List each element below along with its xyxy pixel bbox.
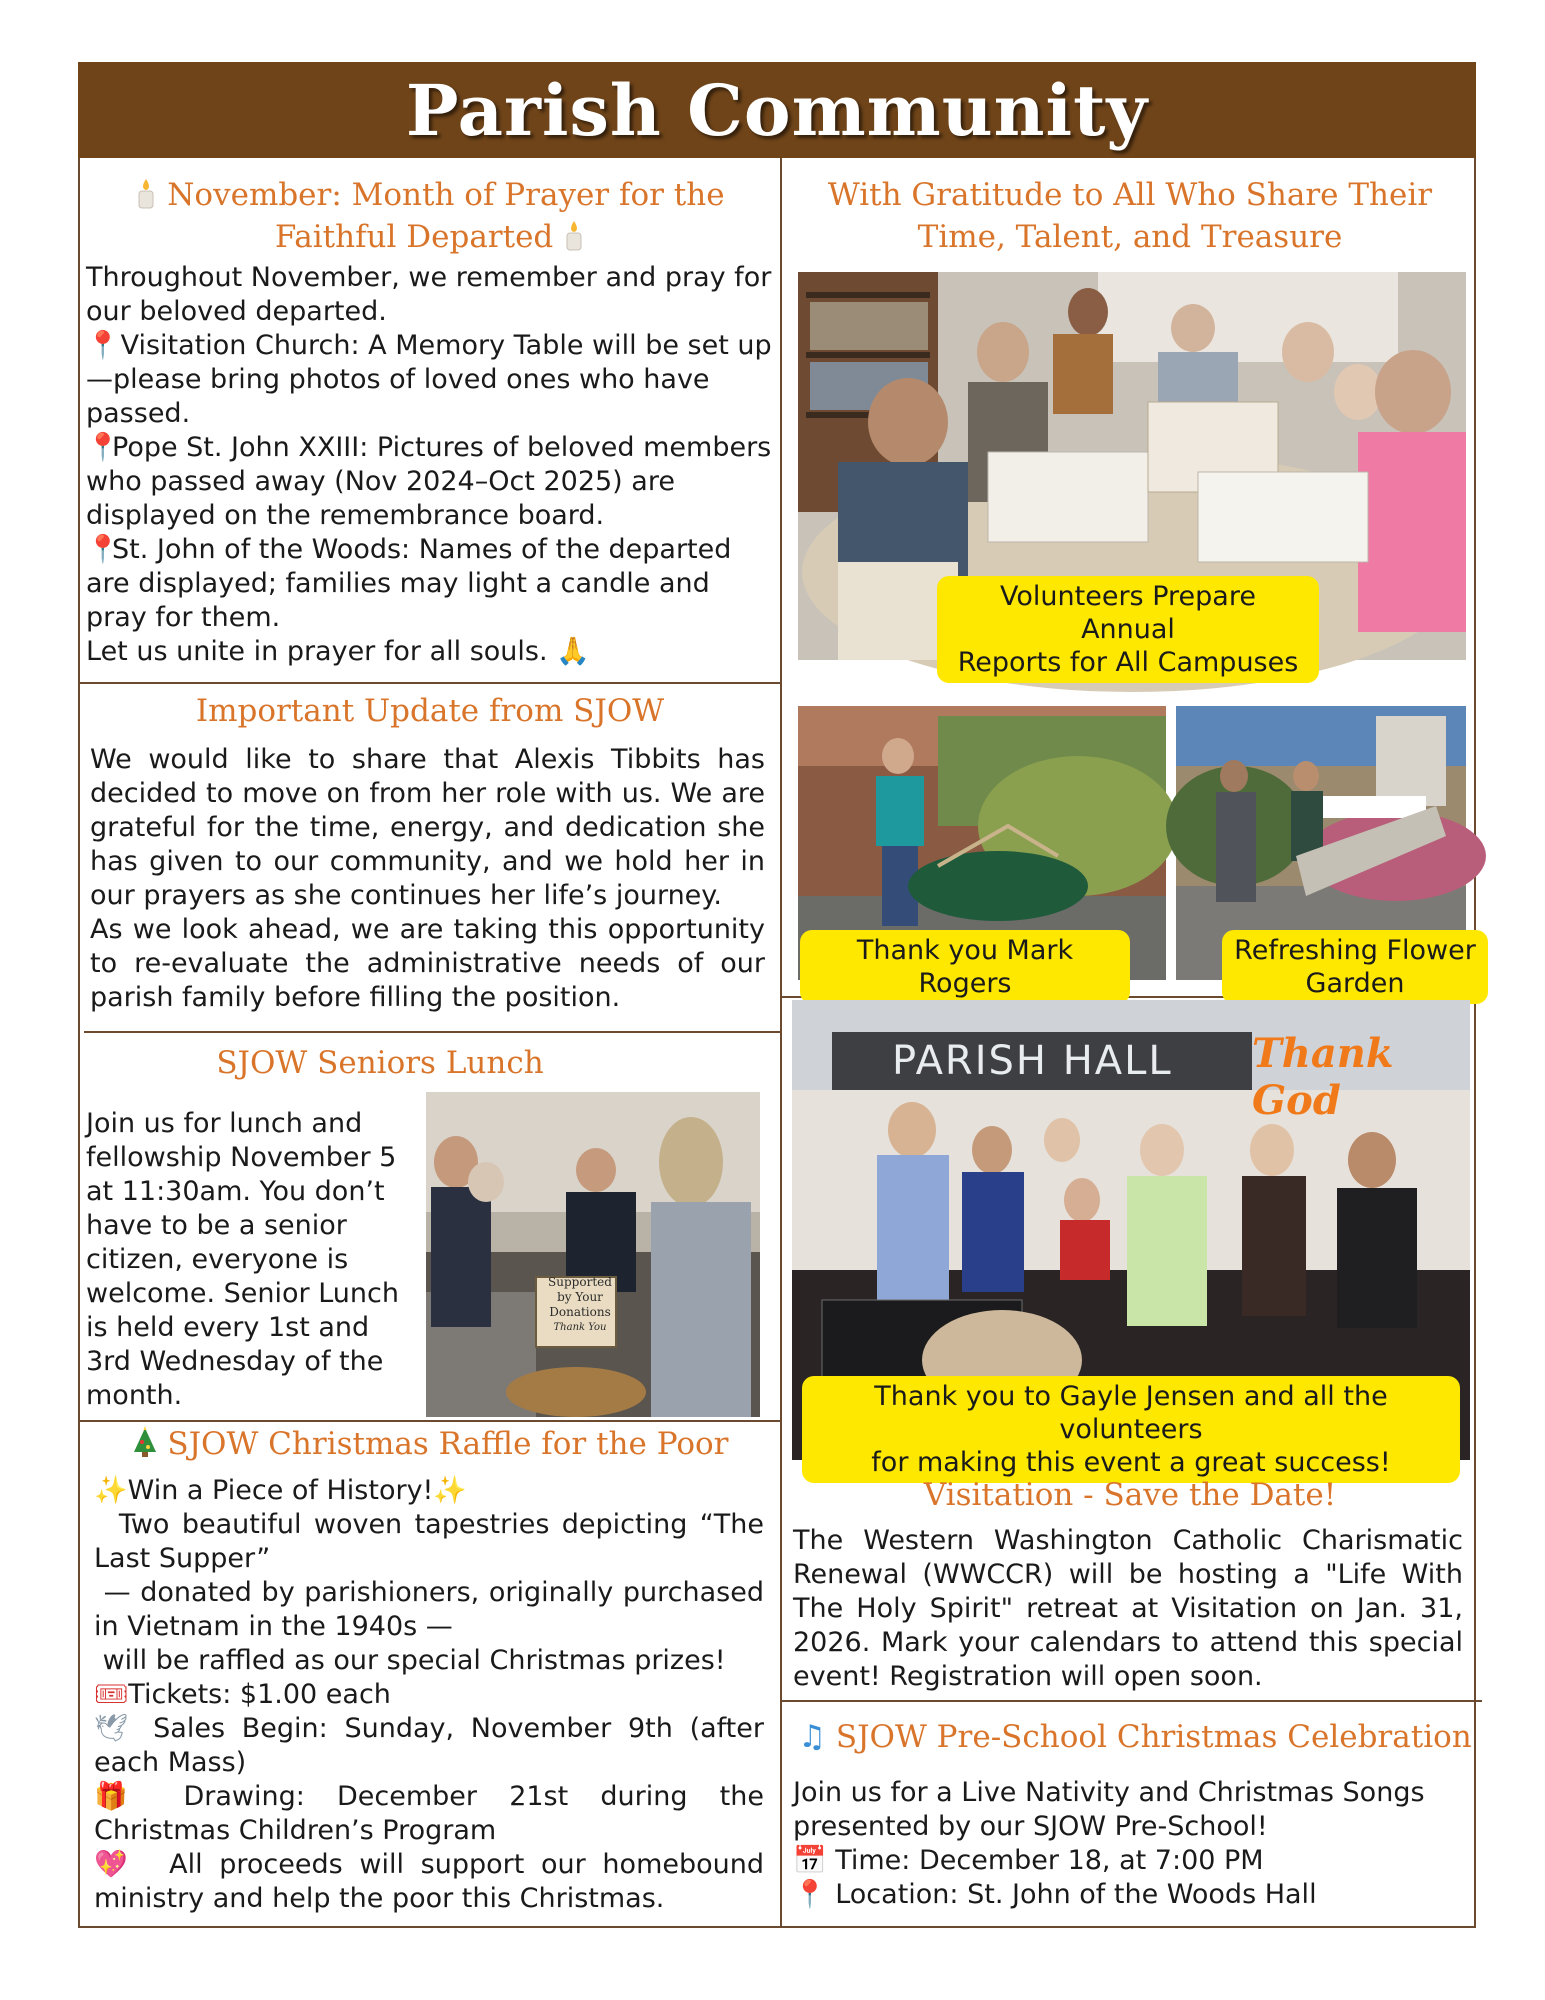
sparkling-heart-icon: 💖 — [94, 1849, 136, 1880]
november-item-1-text: Visitation Church: A Memory Table will be set up—please bring photos of loved ones who have passed. — [86, 330, 772, 429]
ticket-icon: 🎟 — [94, 1679, 129, 1710]
update-para-2: As we look ahead, we are taking this opportunity to re-evaluate the administrative needs of our parish family before filling the position. — [90, 914, 765, 1013]
volunteers-caption-line1: Volunteers Prepare Annual — [1000, 581, 1256, 645]
preschool-body — [793, 1776, 1463, 1912]
donation-sign-line4: Thank You — [553, 1322, 607, 1333]
raffle-tickets-text: Tickets: $1.00 each — [128, 1679, 391, 1710]
event-caption-line1: Thank you to Gayle Jensen and all the volunteers — [874, 1381, 1388, 1445]
november-heading-line1: November: Month of Prayer for the — [167, 177, 725, 213]
praying-hands-icon: 🙏 — [556, 636, 590, 667]
november-item-2 — [86, 431, 776, 533]
preschool-location-text: Location: St. John of the Woods Hall — [835, 1879, 1317, 1910]
divider-left-3 — [78, 1420, 780, 1422]
raffle-drawing-text: Drawing: December 21st during the Christmas Children’s Program — [94, 1781, 764, 1846]
november-intro: Throughout November, we remember and pray for our beloved departed. — [86, 262, 772, 327]
pin-icon: 📍 — [86, 432, 120, 463]
sparkles-icon: ✨ — [433, 1475, 468, 1506]
volunteers-caption — [937, 576, 1319, 683]
november-closing-text: Let us unite in prayer for all souls. — [86, 636, 557, 667]
raffle-line-1 — [94, 1474, 764, 1508]
november-item-1 — [86, 329, 776, 431]
sparkles-icon: ✨ — [94, 1475, 128, 1506]
raffle-line-1-text: Win a Piece of History! — [127, 1475, 434, 1506]
flower-garden-caption-line1: Refreshing Flower — [1234, 935, 1476, 966]
calendar-icon: 📅 — [793, 1845, 827, 1876]
raffle-drawing — [94, 1780, 764, 1848]
mark-rogers-caption: Thank you Mark Rogers — [800, 930, 1130, 1004]
raffle-line-4: will be raffled as our special Christmas prizes! — [94, 1645, 726, 1676]
music-notes-icon: ♫ — [798, 1719, 827, 1755]
candle-icon — [135, 177, 167, 213]
visitation-body: The Western Washington Catholic Charismatic Renewal (WWCCR) will be hosting a "Life With The Holy Spirit" retreat at Visitation on Jan. 31, 2026. Mark your calendars to attend this special event! Registration will open soon. — [793, 1525, 1463, 1692]
volunteers-caption-line2: Reports for All Campuses — [957, 647, 1299, 678]
seniors-body: Join us for lunch and fellowship November 5 at 11:30am. You don’t have to be a senior citizen, everyone is welcome. Senior Lunch is held every 1st and 3rd Wednesday of the month. — [86, 1108, 399, 1411]
gratitude-heading — [790, 174, 1470, 258]
hall-sign: PARISH HALL — [892, 1038, 1173, 1084]
raffle-body — [94, 1474, 773, 1916]
update-body — [90, 743, 765, 1015]
update-heading: Important Update from SJOW — [195, 693, 665, 729]
divider-left-1 — [78, 682, 780, 684]
raffle-tickets — [94, 1678, 764, 1712]
pin-icon: 📍 — [86, 534, 120, 565]
raffle-sales-text: Sales Begin: Sunday, November 9th (after each Mass) — [94, 1713, 764, 1778]
raffle-line-2: Two beautiful woven tapestries depicting “The Last Supper” — [94, 1509, 773, 1574]
event-caption — [802, 1376, 1460, 1483]
raffle-line-3: — donated by parishioners, originally purchased in Vietnam in the 1940s — — [94, 1577, 773, 1642]
raffle-proceeds-text: All proceeds will support our homebound ministry and help the poor this Christmas. — [94, 1849, 764, 1914]
november-heading — [90, 174, 770, 258]
raffle-sales — [94, 1712, 764, 1780]
column-divider — [780, 158, 782, 1928]
november-item-3 — [86, 533, 776, 635]
preschool-location — [793, 1878, 1463, 1912]
flower-garden-caption — [1222, 930, 1488, 1004]
november-heading-line2: Faithful Departed — [274, 219, 554, 255]
preschool-time — [793, 1844, 1463, 1878]
update-para-1: We would like to share that Alexis Tibbits has decided to move on from her role with us. We are grateful for the time, energy, and dedication she has given to our community, and we hold her in our prayers as she continues her life’s journey. — [90, 744, 765, 911]
hall-overlay-text: Thank God — [1252, 1030, 1394, 1124]
seniors-heading: SJOW Seniors Lunch — [216, 1045, 544, 1081]
flower-garden-caption-line2: Garden — [1305, 968, 1405, 999]
dove-icon: 🕊 — [94, 1713, 137, 1744]
raffle-proceeds — [94, 1848, 764, 1916]
gratitude-heading-line1: With Gratitude to All Who Share Their — [827, 177, 1433, 213]
volunteers-photo — [798, 272, 1466, 678]
donation-sign-line1: Supported — [548, 1275, 612, 1289]
november-closing — [86, 635, 776, 669]
preschool-heading-text: SJOW Pre-School Christmas Celebration — [835, 1719, 1472, 1755]
donation-sign-line3: Donations — [549, 1305, 611, 1319]
divider-left-2 — [84, 1031, 780, 1033]
november-body — [86, 261, 776, 669]
candle-icon — [563, 219, 585, 255]
christmas-tree-icon — [132, 1426, 168, 1462]
raffle-heading — [90, 1423, 770, 1465]
preschool-time-text: Time: December 18, at 7:00 PM — [835, 1845, 1264, 1876]
divider-right-2 — [782, 1700, 1482, 1702]
preschool-heading — [790, 1716, 1480, 1758]
november-item-3-text: St. John of the Woods: Names of the departed are displayed; families may light a candle and pray for them. — [86, 534, 732, 633]
seniors-lunch-photo — [426, 1092, 760, 1417]
pin-icon: 📍 — [793, 1879, 827, 1910]
page-title: Parish Community — [405, 68, 1149, 152]
pin-icon: 📍 — [86, 330, 120, 361]
preschool-intro: Join us for a Live Nativity and Christmas Songs presented by our SJOW Pre-School! — [793, 1777, 1425, 1842]
gift-icon: 🎁 — [94, 1781, 152, 1812]
parish-hall-event-photo — [792, 1000, 1470, 1478]
donation-sign-line2: by Your — [557, 1290, 603, 1304]
gratitude-heading-line2: Time, Talent, and Treasure — [917, 219, 1343, 255]
event-caption-line2: for making this event a great success! — [871, 1447, 1391, 1478]
visitation-heading: Visitation - Save the Date! — [923, 1477, 1337, 1513]
donation-sign — [542, 1275, 618, 1335]
november-item-2-text: Pope St. John XXIII: Pictures of beloved members who passed away (Nov 2024–Oct 2025) are displayed on the remembrance board. — [86, 432, 772, 531]
raffle-heading-text: SJOW Christmas Raffle for the Poor — [167, 1426, 729, 1462]
page-banner — [78, 62, 1476, 158]
